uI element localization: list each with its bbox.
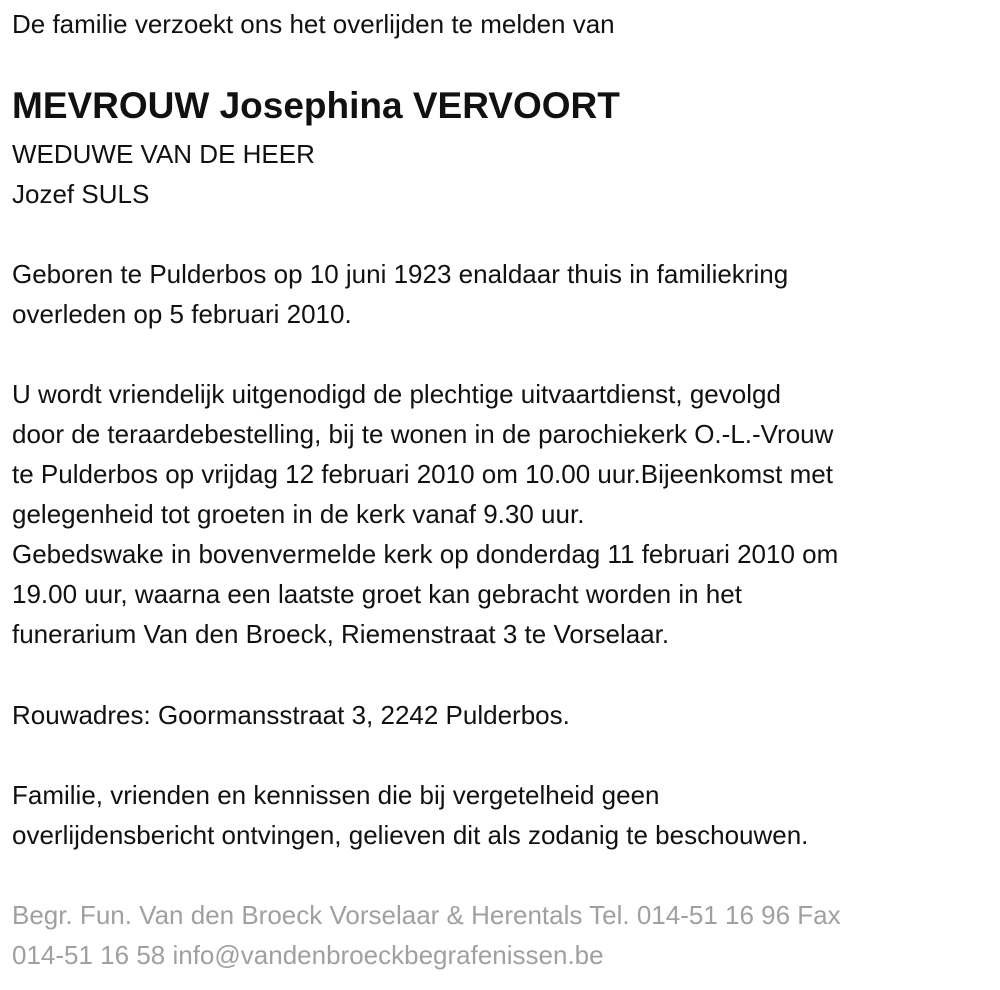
service-line: te Pulderbos op vrijdag 12 februari 2010 om 10.00 uur.Bijeenkomst met <box>12 459 833 489</box>
service-line: Gebedswake in bovenvermelde kerk op donderdag 11 februari 2010 om <box>12 539 839 569</box>
service-line: U wordt vriendelijk uitgenodigd de plechtige uitvaartdienst, gevolgd <box>12 379 781 409</box>
service-line: gelegenheid tot groeten in de kerk vanaf 9.30 uur. <box>12 499 585 529</box>
notice-line: Familie, vrienden en kennissen die bij vergetelheid geen <box>12 780 660 810</box>
notice-line: overlijdensbericht ontvingen, gelieven dit als zodanig te beschouwen. <box>12 820 809 850</box>
service-line: 19.00 uur, waarna een laatste groet kan gebracht worden in het <box>12 579 742 609</box>
deceased-name: MEVROUW Josephina VERVOORT <box>12 85 620 126</box>
spouse-line: WEDUWE VAN DE HEER <box>12 139 315 169</box>
service-line: funerarium Van den Broeck, Riemenstraat 3 te Vorselaar. <box>12 619 670 649</box>
footer-line: 014-51 16 58 info@vandenbroeckbegrafenissen.be <box>12 940 604 970</box>
birth-death-line: overleden op 5 februari 2010. <box>12 299 352 329</box>
mourning-address: Rouwadres: Goormansstraat 3, 2242 Pulderbos. <box>12 700 570 730</box>
footer-line: Begr. Fun. Van den Broeck Vorselaar & Herentals Tel. 014-51 16 96 Fax <box>12 900 841 930</box>
spouse-line: Jozef SULS <box>12 179 150 209</box>
service-line: door de teraardebestelling, bij te wonen in de parochiekerk O.-L.-Vrouw <box>12 419 834 449</box>
intro-text: De familie verzoekt ons het overlijden te melden van <box>12 9 615 39</box>
birth-death-line: Geboren te Pulderbos op 10 juni 1923 enaldaar thuis in familiekring <box>12 259 789 289</box>
